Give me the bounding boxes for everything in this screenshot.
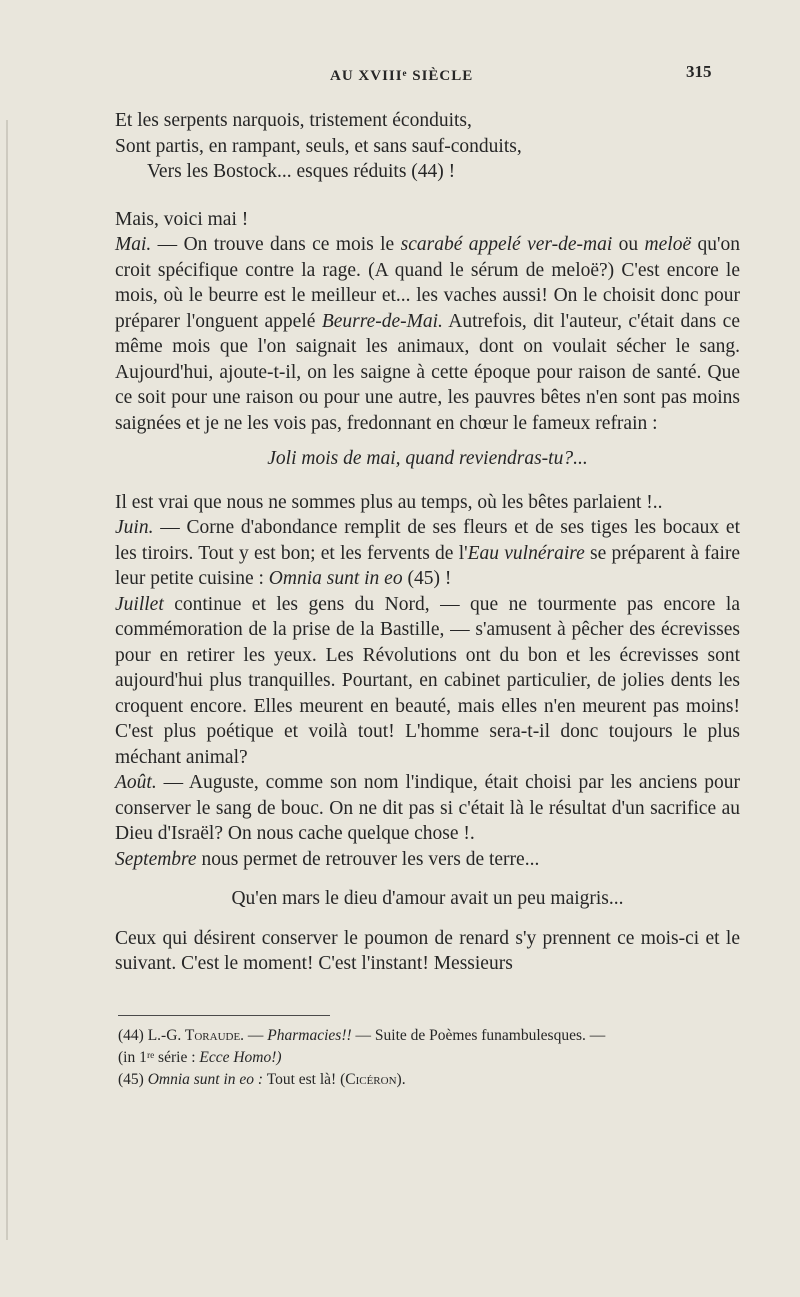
month-label-juin: Juin. xyxy=(115,517,154,538)
footnote-author: Cicéron xyxy=(345,1071,397,1088)
footnotes xyxy=(118,1025,738,1091)
month-label-juillet: Juillet xyxy=(115,593,164,615)
footnote-44-cont: (in 1ʳᵉ série : Ecce Homo!) xyxy=(118,1049,282,1066)
page-body xyxy=(115,108,740,977)
paragraph-mai: Mai. — On trouve dans ce mois le scarabé appelé ver-de-mai ou meloë qu'on croit spécifique contre la rage. (A quand le sérum de meloë?) C'est encore le mois, où le beurre est le meilleur et... les vaches aussi! On le choisit donc pour préparer l'onguent appelé Beurre-de-Mai. Autrefois, dit l'auteur, c'était dans ce même mois que l'on saignait les animaux, dont on voulait sécher le sang. Aujourd'hui, ajoute-t-il, on les saigne à cette époque pour raison de santé. Que ce soit pour une raison ou pour une autre, les pauvres bêtes n'en sont pas moins saignées et je ne les vois pas, fredonnant en chœur le fameux refrain : xyxy=(115,234,741,434)
paragraph-betes: Il est vrai que nous ne sommes plus au temps, où les bêtes parlaient !.. xyxy=(115,491,663,513)
footnote-rule xyxy=(118,1015,330,1016)
footnote-45: (45) Omnia sunt in eo : Tout est là! (Cicéron). xyxy=(118,1071,406,1088)
mars-verse-line: Qu'en mars le dieu d'amour avait un peu maigris... xyxy=(231,888,624,909)
refrain-line: Joli mois de mai, quand reviendras-tu?... xyxy=(267,448,588,469)
month-label-septembre: Septembre xyxy=(115,848,197,870)
verse-stanza xyxy=(115,108,740,185)
paragraph-juin: Juin. — Corne d'abondance remplit de ses fleurs et de ses tiges les bocaux et les tiroirs. Tout y est bon; et les fervents de l'Eau vulnéraire se préparent à faire leur petite cuisine : Omnia sunt in eo (45) ! xyxy=(115,517,741,589)
footnote-author: L.-G. Toraude. xyxy=(147,1027,245,1044)
paragraph-aout: Août. — Auguste, comme son nom l'indique, était choisi par les anciens pour conserver le sang de bouc. On ne dit pas si c'était là le résultat d'un sacrifice au Dieu d'Israël? On nous cache quelque chose !. xyxy=(115,772,740,844)
mai-intro: Mais, voici mai ! xyxy=(115,208,249,230)
paragraph-poumon: Ceux qui désirent conserver le poumon de renard s'y prennent ce mois-ci et le suivant. C'est le moment! C'est l'instant! Messieurs xyxy=(115,927,740,974)
page-edge-shadow xyxy=(6,120,8,1240)
verse-line: Et les serpents narquois, tristement éconduits, xyxy=(115,110,472,131)
verse-line: Sont partis, en rampant, seuls, et sans sauf-conduits, xyxy=(115,135,522,157)
page-header xyxy=(0,62,800,92)
paragraph-septembre: Septembre nous permet de retrouver les vers de terre... xyxy=(115,848,540,870)
footnote-44: (44) L.-G. Toraude. — Pharmacies!! — Suite de Poèmes funambulesques. — xyxy=(118,1027,606,1044)
verse-line: Vers les Bostock... esques réduits (44) ! xyxy=(147,161,456,182)
paragraph-juillet: Juillet continue et les gens du Nord, — que ne tourmente pas encore la commémoration de la prise de la Bastille, — s'amusent à pêcher des écrevisses pour en retirer les yeux. Les Révolutions ont du bon et les écrevisses sont aujourd'hui plus tranquilles. Pourtant, en cabinet particulier, de jolies dents les croquent encore. Elles meurent en beauté, mais elles n'en meurent pas moins! C'est plus poétique et voilà tout! L'homme sera-t-il donc toujours le plus méchant animal? xyxy=(115,593,740,768)
month-label-mai: Mai. xyxy=(115,234,152,255)
month-label-aout: Août. xyxy=(115,772,157,793)
running-head: AU XVIIIᵉ SIÈCLE xyxy=(330,68,474,84)
page-number: 315 xyxy=(686,62,712,81)
